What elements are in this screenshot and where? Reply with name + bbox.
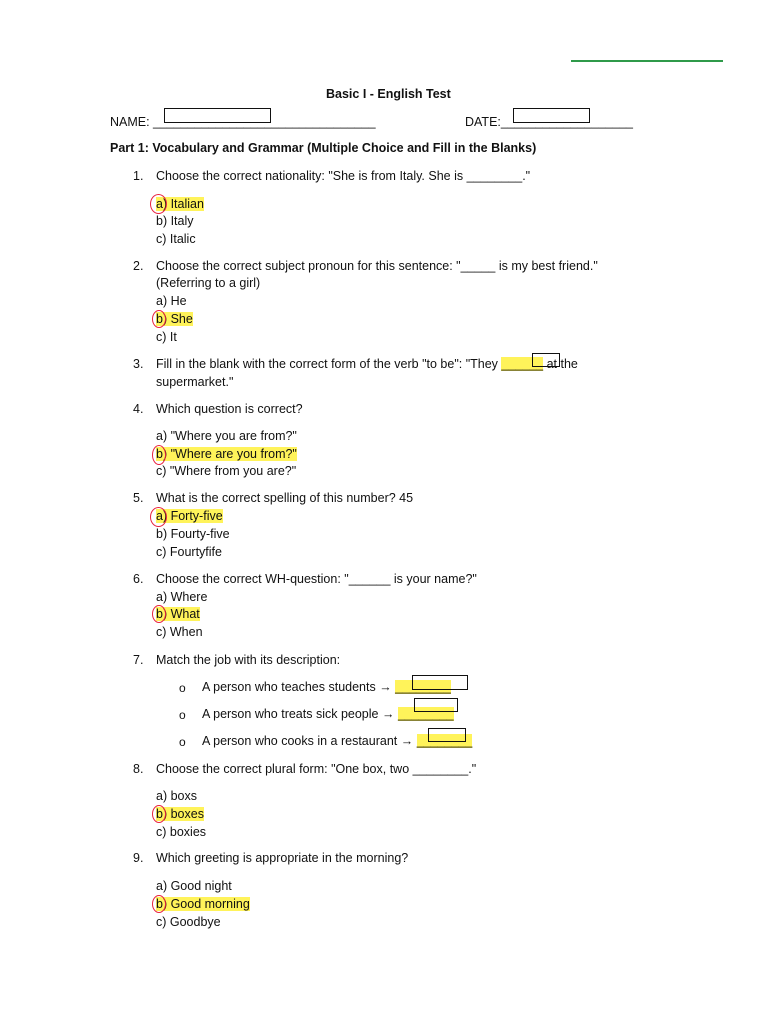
q2-answer-circle	[152, 310, 166, 328]
question-1-text: Choose the correct nationality: "She is from Italy. She is ________."	[156, 169, 531, 183]
name-redaction-box	[164, 108, 271, 123]
question-3-text: Fill in the blank with the correct form of the verb "to be": "They ______ at the	[156, 357, 578, 371]
bullet-icon: o	[179, 735, 186, 749]
q9-answer-circle	[152, 895, 166, 913]
q8-answer-circle	[152, 805, 166, 823]
q2-option-b[interactable]: b) She	[156, 312, 193, 326]
q7-item-1-box	[412, 675, 468, 690]
question-number: 5.	[133, 491, 144, 505]
q7-item-1-blank: ________	[395, 680, 451, 694]
question-number: 2.	[133, 259, 144, 273]
green-underline-mark	[571, 60, 723, 62]
q8-option-b[interactable]: b) boxes	[156, 807, 204, 821]
q2-option-c[interactable]: c) It	[156, 330, 177, 344]
q6-answer-circle	[152, 605, 166, 623]
q1-option-b[interactable]: b) Italy	[156, 214, 194, 228]
q6-option-c[interactable]: c) When	[156, 625, 203, 639]
q8-option-a[interactable]: a) boxs	[156, 789, 197, 803]
question-number: 8.	[133, 762, 144, 776]
q6-option-b[interactable]: b) What	[156, 607, 200, 621]
question-7-text: Match the job with its description:	[156, 653, 341, 667]
q2-option-a[interactable]: a) He	[156, 294, 187, 308]
q9-option-a[interactable]: a) Good night	[156, 879, 232, 893]
question-8-text: Choose the correct plural form: "One box, two ________."	[156, 762, 477, 776]
q4-option-a[interactable]: a) "Where you are from?"	[156, 429, 297, 443]
date-field[interactable]: DATE:___________________	[465, 115, 633, 129]
part1-heading: Part 1: Vocabulary and Grammar (Multiple Choice and Fill in the Blanks)	[110, 141, 537, 155]
q1-option-a[interactable]: a) Italian	[156, 197, 204, 211]
bullet-icon: o	[179, 708, 186, 722]
question-3-text-cont: supermarket."	[156, 375, 234, 389]
q9-option-c[interactable]: c) Goodbye	[156, 915, 221, 929]
q7-item-2: A person who treats sick people → ________	[202, 707, 454, 721]
q4-answer-circle	[152, 445, 166, 465]
q3-answer-box	[532, 353, 560, 367]
q7-item-1: A person who teaches students → ________	[202, 680, 451, 694]
question-number: 9.	[133, 851, 144, 865]
q4-option-b[interactable]: b) "Where are you from?"	[156, 447, 297, 461]
q7-item-3: A person who cooks in a restaurant → ________	[202, 734, 473, 748]
q9-option-b[interactable]: b) Good morning	[156, 897, 250, 911]
question-number: 7.	[133, 653, 144, 667]
q5-answer-circle	[150, 507, 167, 527]
q7-item-2-blank: ________	[397, 707, 454, 721]
q7-item-3-box	[428, 728, 466, 742]
q3-answer-blank: ______	[501, 357, 544, 371]
question-2-text-cont: (Referring to a girl)	[156, 276, 261, 290]
question-4-text: Which question is correct?	[156, 402, 303, 416]
q7-item-2-box	[414, 698, 458, 712]
question-5-text: What is the correct spelling of this number? 45	[156, 491, 414, 505]
bullet-icon: o	[179, 681, 186, 695]
question-2-text: Choose the correct subject pronoun for this sentence: "_____ is my best friend."	[156, 259, 598, 273]
test-title: Basic I - English Test	[326, 87, 451, 101]
date-redaction-box	[513, 108, 590, 123]
q5-option-a[interactable]: a) Forty-five	[156, 509, 223, 523]
question-number: 6.	[133, 572, 144, 586]
question-6-text: Choose the correct WH-question: "______ is your name?"	[156, 572, 477, 586]
q6-option-a[interactable]: a) Where	[156, 590, 208, 604]
q5-option-c[interactable]: c) Fourtyfife	[156, 545, 222, 559]
question-number: 3.	[133, 357, 144, 371]
q1-answer-circle	[150, 194, 167, 214]
q5-option-b[interactable]: b) Fourty-five	[156, 527, 230, 541]
q7-item-3-blank: ________	[416, 734, 473, 748]
question-number: 1.	[133, 169, 144, 183]
q4-option-c[interactable]: c) "Where from you are?"	[156, 464, 297, 478]
q1-option-c[interactable]: c) Italic	[156, 232, 196, 246]
question-9-text: Which greeting is appropriate in the morning?	[156, 851, 409, 865]
name-field[interactable]: NAME: ________________________________	[110, 115, 376, 129]
question-number: 4.	[133, 402, 144, 416]
q8-option-c[interactable]: c) boxies	[156, 825, 207, 839]
